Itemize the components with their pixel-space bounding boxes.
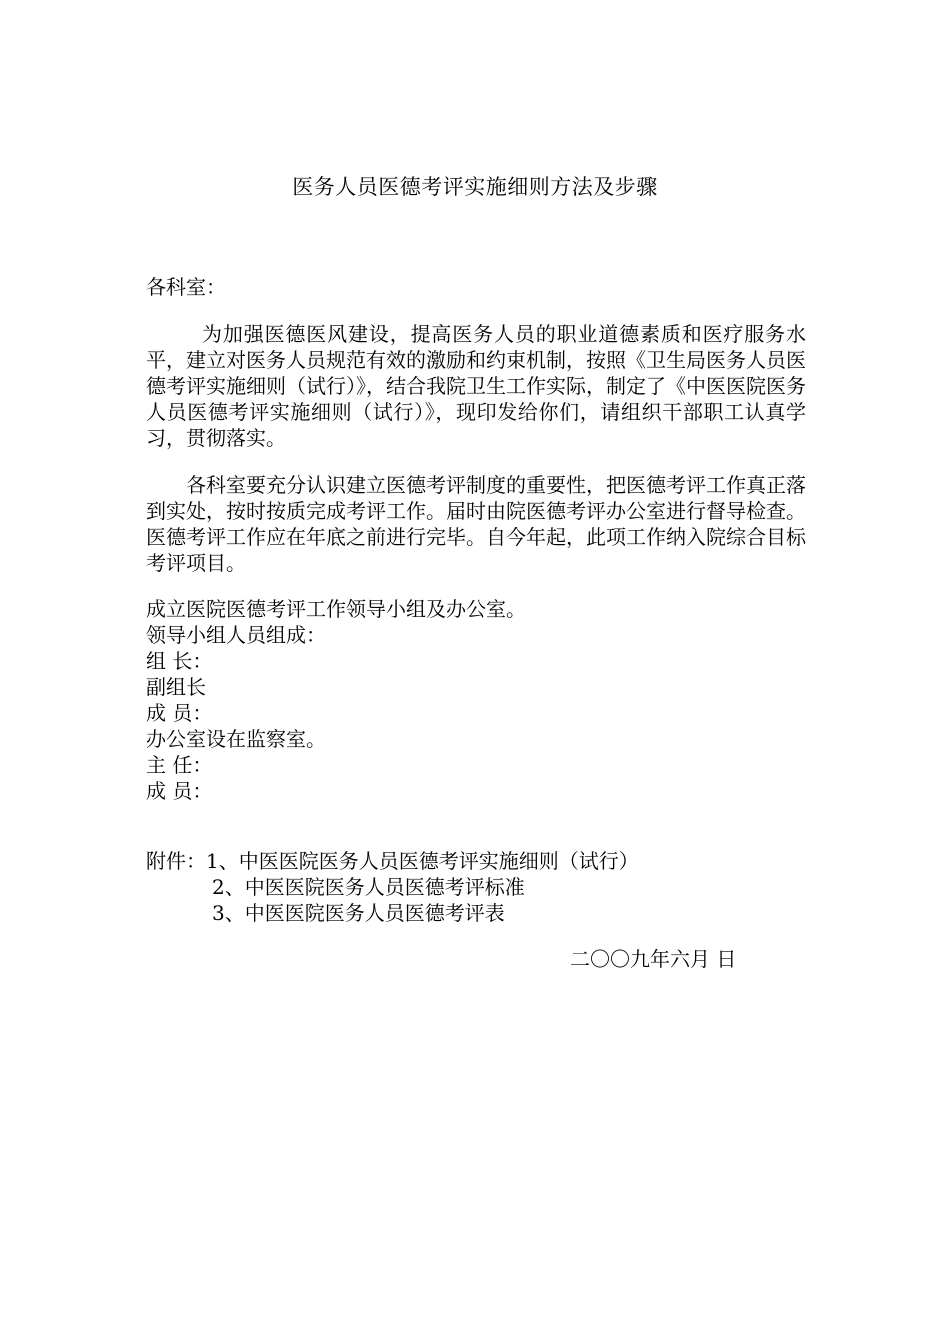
salutation: 各科室： — [146, 275, 226, 299]
line-group-established: 成立医院医德考评工作领导小组及办公室。 — [146, 597, 526, 621]
line-group-composition: 领导小组人员组成： — [146, 623, 326, 647]
line-office-members: 成 员： — [146, 779, 213, 803]
attachments-label: 附件： — [146, 849, 206, 873]
attachment-item-2: 2、中医医院医务人员医德考评标准 — [212, 875, 525, 899]
paragraph-1: 为加强医德医风建设，提高医务人员的职业道德素质和医疗服务水平，建立对医务人员规范有效的激励和约束机制，按照《卫生局医务人员医德考评实施细则（试行）》，结合我院卫生工作实际，制定了《中医医院医务人员医德考评实施细则（试行）》，现印发给你们，请组织干部职工认真学习，贯彻落实。 — [146, 322, 806, 450]
attachment-item-3: 3、中医医院医务人员医德考评表 — [212, 901, 505, 925]
line-group-leader: 组 长： — [146, 649, 213, 673]
paragraph-2: 各科室要充分认识建立医德考评制度的重要性，把医德考评工作真正落到实处，按时按质完成考评工作。届时由院医德考评办公室进行督导检查。医德考评工作应在年底之前进行完毕。自今年起，此项工作纳入院综合目标考评项目。 — [146, 473, 806, 575]
line-office-director: 主 任： — [146, 753, 213, 777]
leadership-group-section — [146, 596, 806, 804]
line-deputy-leader: 副组长 — [146, 675, 206, 699]
document-date: 二〇〇九年六月 日 — [570, 947, 737, 971]
document-title: 医务人员医德考评实施细则方法及步骤 — [292, 175, 658, 199]
line-group-members: 成 员： — [146, 701, 213, 725]
line-office-location: 办公室设在监察室。 — [146, 727, 326, 751]
attachment-item-1: 附件：1、中医医院医务人员医德考评实施细则（试行） — [146, 849, 639, 873]
attachments-section — [146, 848, 806, 926]
